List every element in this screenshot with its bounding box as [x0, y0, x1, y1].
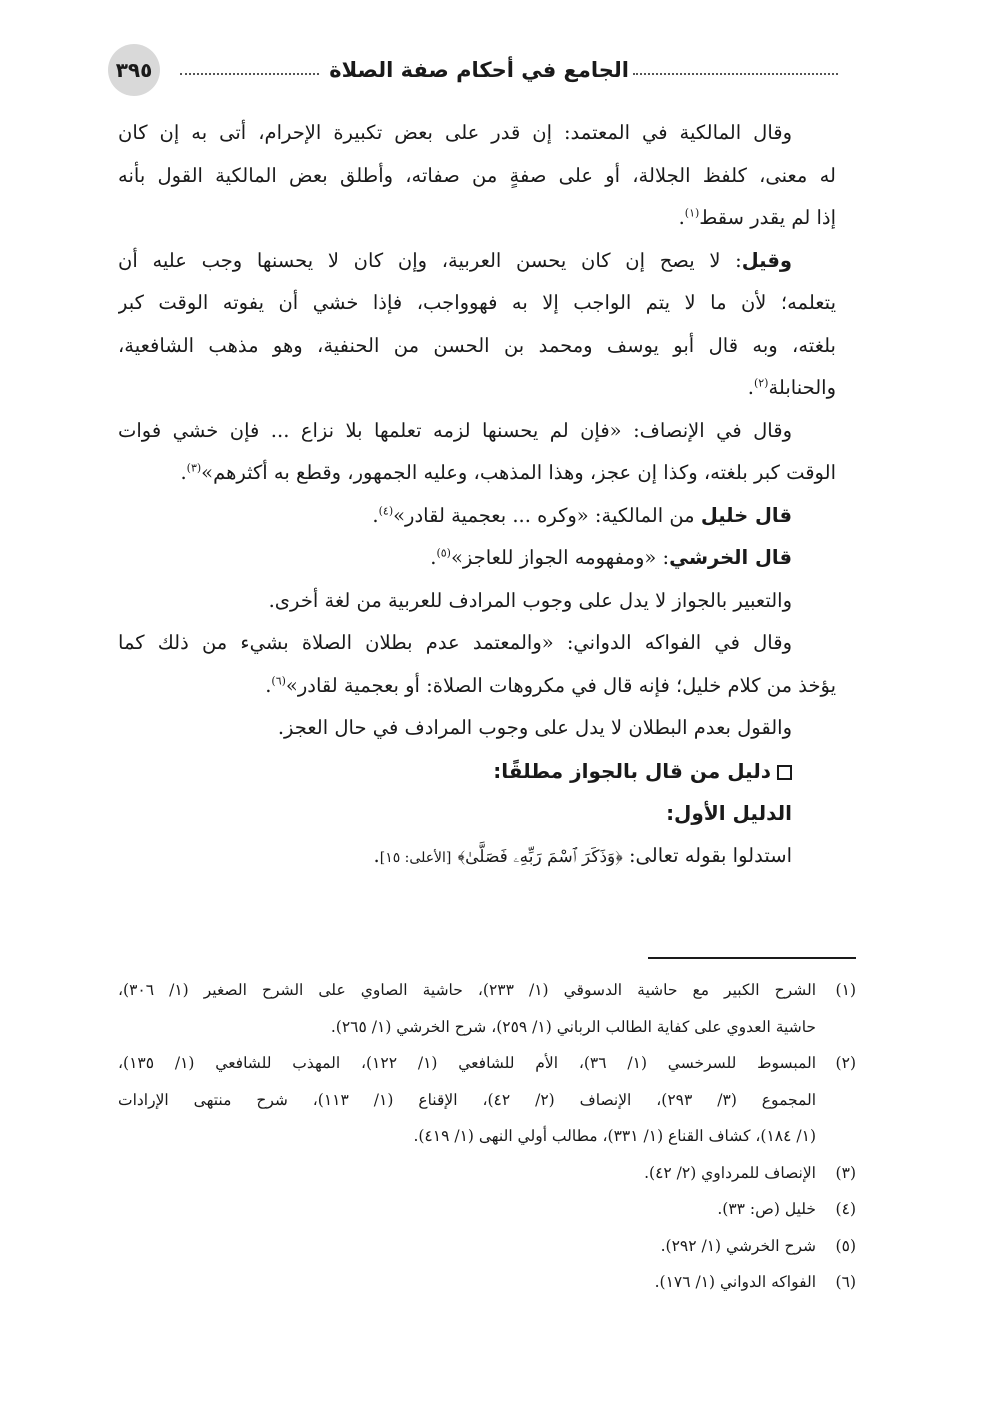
footnote-ref: (٥): [436, 546, 451, 560]
bold-lead: قال خليل: [700, 503, 792, 527]
period: .: [373, 843, 380, 867]
footnote-line: الإنصاف للمرداوي (٢/ ٤٢).: [644, 1163, 816, 1182]
text-line: [118, 240, 836, 283]
footnote-number: (٥): [835, 1236, 856, 1255]
header-dot-leader-right: [633, 73, 838, 75]
section-heading: [118, 750, 836, 793]
footnote-body: [118, 1191, 816, 1228]
period: .: [265, 673, 272, 697]
footnote: [118, 1155, 856, 1192]
footnotes: [118, 972, 856, 1301]
footnote-line: شرح الخرشي (١/ ٢٩٢).: [660, 1236, 816, 1255]
text-line: [118, 367, 836, 410]
page-number: ٣٩٥: [108, 44, 160, 96]
subsection-heading: الدليل الأول:: [666, 801, 792, 825]
footnote-body: [118, 1228, 816, 1265]
footnote: [118, 1191, 856, 1228]
footnote-number: (١): [835, 981, 856, 999]
footnote-ref: (١): [684, 206, 700, 220]
text-line: والقول بعدم البطلان لا يدل على وجوب المرادف في حال العجز.: [277, 716, 792, 739]
text-line: [118, 197, 836, 240]
footnote-ref: (٦): [271, 674, 286, 687]
footnote-number: (٢): [835, 1054, 856, 1072]
text-fragment: والحنابلة: [768, 376, 836, 399]
header-title: الجامع في أحكام صفة الصلاة: [329, 58, 629, 82]
footnote-number: (٦): [835, 1273, 856, 1291]
footnote-line: المبسوط للسرخسي (١/ ٣٦)، الأم للشافعي (١/ ١٢٢)، المهذب للشافعي (١/ ١٣٥)،: [118, 1054, 816, 1072]
footnote: [118, 972, 856, 1045]
period: .: [747, 376, 754, 399]
bold-lead: قال الخرشي: [669, 546, 792, 569]
text-line: [118, 665, 836, 708]
text-fragment: : «ومفهومه الجواز للعاجز»: [450, 546, 670, 569]
text-fragment: يؤخذ من كلام خليل؛ فإنه قال في مكروهات الصلاة: أو بعجمية لقادر»: [285, 673, 836, 697]
text-line: يتعلمه؛ لأن ما لا يتم الواجب إلا به فهوواجب، فإذا خشي أن يفوته الوقت كبر: [118, 291, 836, 314]
text-line: وقال في الفواكه الدواني: «والمعتمد عدم بطلان الصلاة بشيء من ذلك كما: [118, 631, 792, 654]
period: .: [180, 461, 187, 484]
footnote-line: (١/ ١٨٤)، كشاف القناع (١/ ٣٣١)، مطالب أولي النهى (١/ ٤١٩).: [413, 1127, 816, 1145]
text-line: وقال المالكية في المعتمد: إن قدر على بعض تكبيرة الإحرام، أتى به إن كان: [118, 121, 792, 144]
text-fragment: استدلوا بقوله تعالى:: [622, 843, 792, 867]
text-fragment: الوقت كبر بلغته، وكذا إن عجز، وهذا المذهب، وعليه الجمهور، وقطع به أكثرهم»: [201, 461, 836, 484]
footnote: [118, 1264, 856, 1301]
footnote-body: [118, 972, 816, 1045]
checkbox-square-icon: [777, 765, 792, 780]
text-line: [118, 452, 836, 495]
text-line: بلغته، وبه قال أبو يوسف ومحمد بن الحسن من الحنفية، وهو مذهب الشافعية،: [118, 333, 836, 357]
text-line: وقال في الإنصاف: «فإن لم يحسنها لزمه تعلمها بلا نزاع ... فإن خشي فوات: [118, 418, 792, 442]
text-line: والتعبير بالجواز لا يدل على وجوب المرادف للعربية من لغة أخرى.: [268, 588, 792, 612]
footnote-line: حاشية العدوي على كفاية الطالب الرباني (١/ ٢٥٩)، شرح الخرشي (١/ ٢٦٥).: [330, 1017, 816, 1036]
quran-verse: ﴿وَذَكَرَ ٱسْمَ رَبِّهِۦ فَصَلَّىٰ﴾: [457, 846, 623, 867]
footnote-ref: (٢): [753, 376, 769, 390]
text-line: له معنى، كلفظ الجلالة، أو على صفةٍ من صفاته، وأطلق بعض المالكية القول بأنه: [118, 163, 836, 187]
period: .: [372, 503, 379, 527]
footnote-number: (٤): [835, 1200, 856, 1218]
header-dot-leader-left: [180, 73, 319, 75]
period: .: [430, 546, 437, 569]
text-line: [118, 537, 836, 580]
footnote-number: (٣): [835, 1163, 856, 1182]
bold-lead: وقيل: [741, 248, 792, 272]
text-fragment: : لا يصح إن كان يحسن العربية، وإن كان لا يحسنها وجب عليه أن: [118, 248, 742, 272]
footnote-separator: [648, 957, 856, 959]
heading-text: دليل من قال بالجواز مطلقًا:: [493, 758, 771, 783]
text-fragment: إذا لم يقدر سقط: [699, 206, 836, 229]
footnote-ref: (٤): [378, 504, 394, 517]
running-header: [108, 44, 838, 96]
footnote-line: المجموع (٣/ ٢٩٣)، الإنصاف (٢/ ٤٢)، الإقناع (١/ ١١٣)، شرح منتهى الإرادات: [118, 1090, 816, 1109]
period: .: [678, 206, 685, 229]
footnote-line: خليل (ص: ٣٣).: [717, 1200, 816, 1218]
footnote-body: [118, 1264, 816, 1301]
text-line: [118, 495, 836, 538]
verse-citation: [الأعلى: ١٥]: [379, 849, 452, 866]
footnote-line: الشرح الكبير مع حاشية الدسوقي (١/ ٢٣٣)، حاشية الصاوي على الشرح الصغير (١/ ٣٠٦)،: [118, 981, 816, 999]
footnote: [118, 1228, 856, 1265]
text-line: [118, 835, 836, 878]
main-text: [118, 112, 836, 877]
footnote-line: الفواكه الدواني (١/ ١٧٦).: [654, 1273, 816, 1291]
text-fragment: من المالكية: «وكره ... بعجمية لقادر»: [393, 503, 701, 527]
footnote-ref: (٣): [186, 461, 202, 475]
footnote: [118, 1045, 856, 1155]
footnote-body: [118, 1045, 816, 1155]
footnote-body: [118, 1155, 816, 1192]
